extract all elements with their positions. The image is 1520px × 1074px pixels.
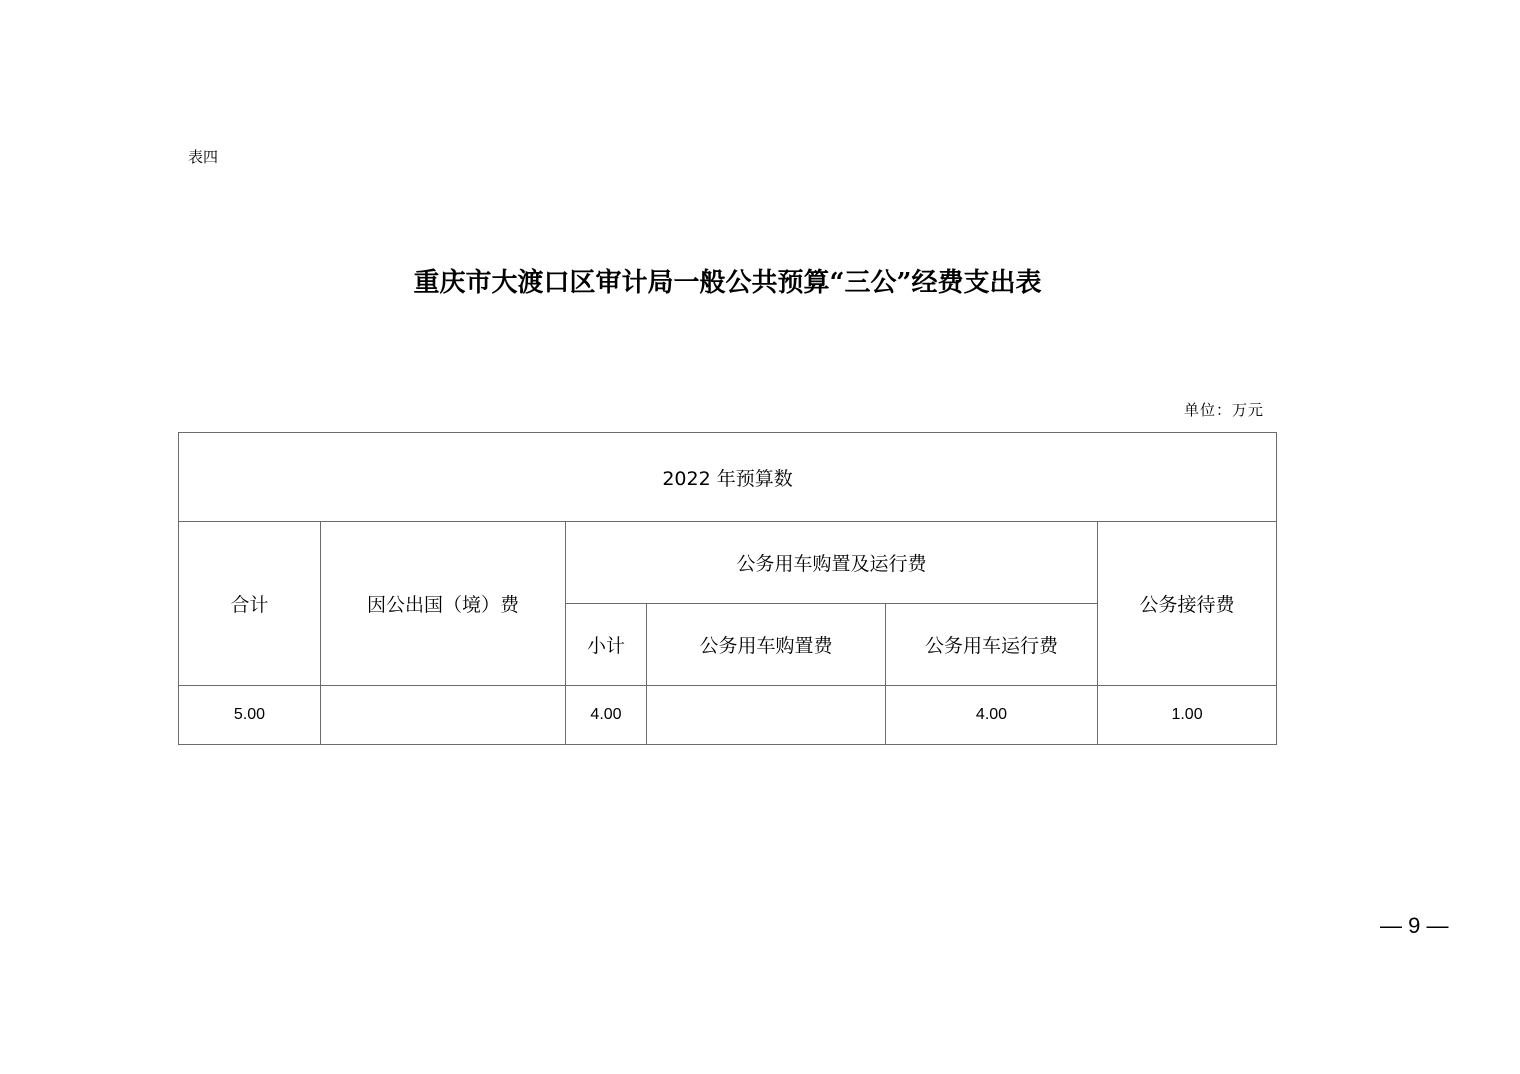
cell-total: 5.00 xyxy=(179,686,321,745)
cell-overseas xyxy=(321,686,566,745)
year-header-cell: 2022 年预算数 xyxy=(179,433,1277,522)
header-vehicle-subtotal: 小计 xyxy=(566,604,647,686)
header-reception: 公务接待费 xyxy=(1098,522,1277,686)
header-overseas: 因公出国（境）费 xyxy=(321,522,566,686)
page-number: — 9 — xyxy=(1380,913,1449,938)
table-header-row-year xyxy=(179,433,1277,522)
cell-vehicle-operation: 4.00 xyxy=(886,686,1098,745)
cell-vehicle-purchase xyxy=(647,686,886,745)
cell-reception: 1.00 xyxy=(1098,686,1277,745)
unit-label: 单位：万元 xyxy=(1183,401,1264,419)
cell-vehicle-subtotal: 4.00 xyxy=(566,686,647,745)
header-vehicle-purchase: 公务用车购置费 xyxy=(647,604,886,686)
table-header-row-1 xyxy=(179,522,1277,604)
table-label: 表四 xyxy=(188,148,219,166)
document-title: 重庆市大渡口区审计局一般公共预算“三公”经费支出表 xyxy=(413,268,1042,298)
header-vehicle-operation: 公务用车运行费 xyxy=(886,604,1098,686)
table-row xyxy=(179,686,1277,745)
budget-table xyxy=(178,432,1277,745)
header-total: 合计 xyxy=(179,522,321,686)
header-vehicle-group: 公务用车购置及运行费 xyxy=(566,522,1098,604)
